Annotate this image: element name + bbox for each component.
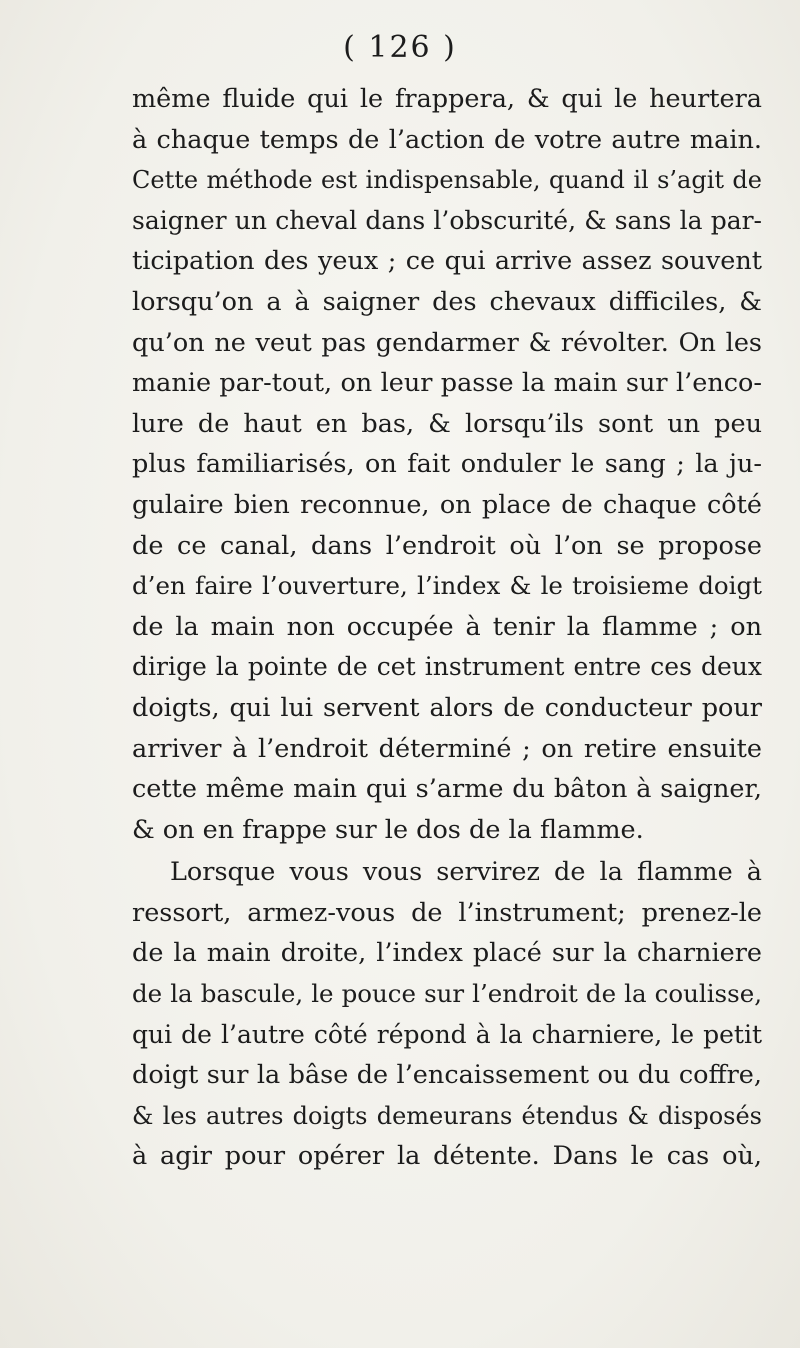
text-line: lorsqu’on a à saigner des chevaux difficiles, & bbox=[132, 286, 762, 317]
text-line: doigts, qui lui servent alors de conducteur pour bbox=[132, 692, 762, 723]
text-line: & les autres doigts demeurans étendus & disposés bbox=[132, 1101, 762, 1130]
paragraph-1 bbox=[132, 79, 762, 850]
text-line: qui de l’autre côté répond à la charniere, le petit bbox=[132, 1019, 762, 1049]
text-line: Cette méthode est indispensable, quand il s’agit de bbox=[132, 166, 762, 195]
body-text bbox=[132, 79, 762, 1177]
text-line: Lorsque vous vous servirez de la flamme à bbox=[170, 857, 762, 888]
text-line: doigt sur la bâse de l’encaissement ou du coffre, bbox=[132, 1060, 762, 1091]
text-line: d’en faire l’ouverture, l’index & le troisieme doigt bbox=[132, 571, 762, 601]
text-line: plus familiarisés, on fait onduler le sang ; la ju- bbox=[132, 449, 762, 480]
text-line: manie par-tout, on leur passe la main sur l’enco- bbox=[132, 368, 762, 399]
text-line: de la main droite, l’index placé sur la charniere bbox=[132, 938, 762, 969]
text-line: à chaque temps de l’action de votre autre main. bbox=[132, 124, 762, 155]
text-line: ticipation des yeux ; ce qui arrive assez souvent bbox=[132, 246, 762, 277]
text-line: qu’on ne veut pas gendarmer & révolter. On les bbox=[132, 327, 762, 358]
text-line: cette même main qui s’arme du bâton à saigner, bbox=[132, 774, 762, 805]
paragraph-2 bbox=[132, 852, 762, 1177]
text-line: de la main non occupée à tenir la flamme ; on bbox=[132, 611, 762, 642]
text-line: saigner un cheval dans l’obscurité, & sans la par- bbox=[132, 205, 762, 235]
text-line: arriver à l’endroit déterminé ; on retire ensuite bbox=[132, 733, 762, 764]
text-line: ressort, armez-vous de l’instrument; prenez-le bbox=[132, 897, 762, 928]
text-line: à agir pour opérer la détente. Dans le cas où, bbox=[132, 1141, 762, 1172]
text-line: de ce canal, dans l’endroit où l’on se propose bbox=[132, 530, 762, 561]
text-line: & on en frappe sur le dos de la flamme. bbox=[132, 814, 644, 845]
text-line: gulaire bien reconnue, on place de chaque côté bbox=[132, 489, 762, 520]
text-line: même fluide qui le frappera, & qui le heurtera bbox=[132, 84, 762, 114]
text-line: lure de haut en bas, & lorsqu’ils sont un peu bbox=[132, 408, 762, 439]
text-line: de la bascule, le pouce sur l’endroit de la coulisse, bbox=[132, 979, 762, 1009]
page-number: ( 126 ) bbox=[343, 30, 457, 65]
text-line: dirige la pointe de cet instrument entre ces deux bbox=[132, 652, 762, 682]
